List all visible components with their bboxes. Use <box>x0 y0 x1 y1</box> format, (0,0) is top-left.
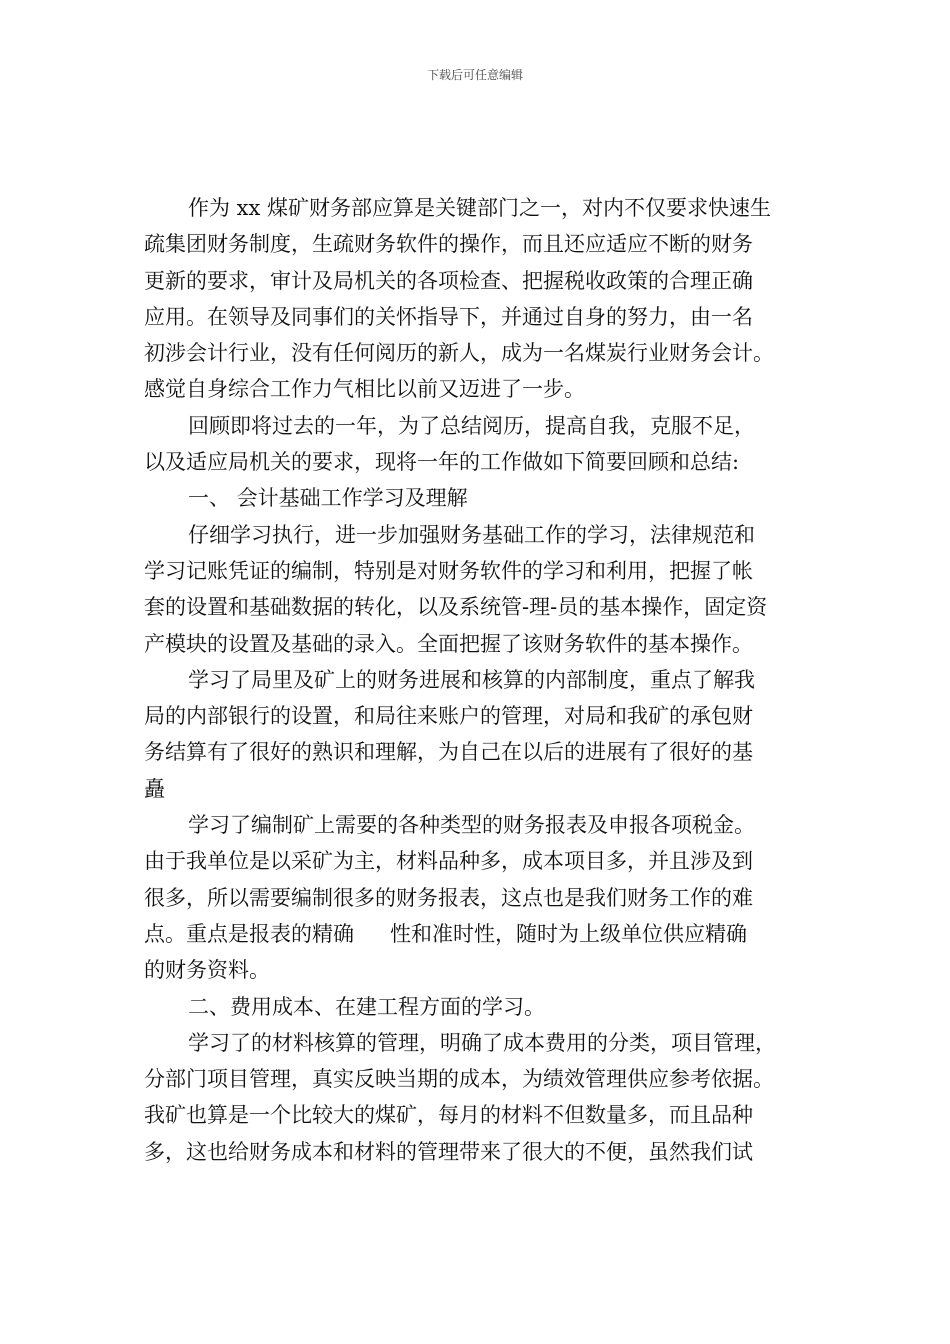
document-body <box>144 190 834 1170</box>
section-heading: 一、 会计基础工作学习及理解 <box>188 486 468 511</box>
paragraph-line: 套的设置和基础数据的转化，以及系统管-理-员的基本操作，固定资 <box>144 595 768 620</box>
paragraph-line: 分部门项目管理，真实反映当期的成本，为绩效管理供应参考依据。 <box>144 1067 774 1092</box>
paragraph-line: 作为 xx 煤矿财务部应算是关键部门之一，对内不仅要求快速生 <box>188 196 772 220</box>
paragraph-line: 初涉会计行业，没有任何阅历的新人，成为一名煤炭行业财务会计。 <box>144 341 774 366</box>
paragraph-line: 以及适应局机关的要求，现将一年的工作做如下简要回顾和总结: <box>144 450 740 475</box>
paragraph-line: 疏集团财务制度，生疏财务软件的操作，而且还应适应不断的财务 <box>144 232 753 257</box>
paragraph-line: 由于我单位是以采矿为主，材料品种多，成本项目多，并且涉及到 <box>144 849 753 874</box>
paragraph-line: 回顾即将过去的一年，为了总结阅历，提高自我，克服不足， <box>188 413 755 438</box>
paragraph-line: 学习记账凭证的编制，特别是对财务软件的学习和利用，把握了帐 <box>144 558 753 583</box>
paragraph-line: 学习了的材料核算的管理，明确了成本费用的分类，项目管理， <box>188 1030 776 1055</box>
paragraph-line: 产模块的设置及基础的录入。全面把握了该财务软件的基本操作。 <box>144 631 753 656</box>
paragraph-line: 学习了编制矿上需要的各种类型的财务报表及申报各项税金。 <box>188 813 755 838</box>
page-header: 下载后可任意编辑 <box>426 68 523 82</box>
paragraph-line: 学习了局里及矿上的财务进展和核算的内部制度，重点了解我 <box>188 667 755 692</box>
paragraph-line: 矗 <box>144 776 165 801</box>
paragraph-line: 仔细学习执行，进一步加强财务基础工作的学习，法律规范和 <box>188 522 755 547</box>
line-segment: 点。重点是报表的精确 <box>144 921 354 946</box>
paragraph-line: 务结算有了很好的熟识和理解，为自己在以后的进展有了很好的基 <box>144 740 753 765</box>
paragraph-line: 更新的要求，审计及局机关的各项检查、把握税收政策的合理正确 <box>144 268 753 293</box>
paragraph-line: 很多，所以需要编制很多的财务报表，这点也是我们财务工作的难 <box>144 885 753 910</box>
section-heading: 二、费用成本、在建工程方面的学习。 <box>188 994 545 1019</box>
paragraph-line: 局的内部银行的设置，和局往来账户的管理，对局和我矿的承包财 <box>144 704 753 729</box>
line-segment: 性和准时性，随时为上级单位供应精确 <box>390 921 747 946</box>
paragraph-line <box>144 916 834 952</box>
paragraph-line: 应用。在领导及同事们的关怀指导下，并通过自身的努力，由一名 <box>144 304 753 329</box>
paragraph-line: 多，这也给财务成本和材料的管理带来了很大的不便，虽然我们试 <box>144 1139 753 1164</box>
paragraph-line: 感觉自身综合工作力气相比以前又迈进了一步。 <box>144 377 585 402</box>
paragraph-line: 的财务资料。 <box>144 958 270 983</box>
paragraph-line: 我矿也算是一个比较大的煤矿，每月的材料不但数量多，而且品种 <box>144 1103 753 1128</box>
